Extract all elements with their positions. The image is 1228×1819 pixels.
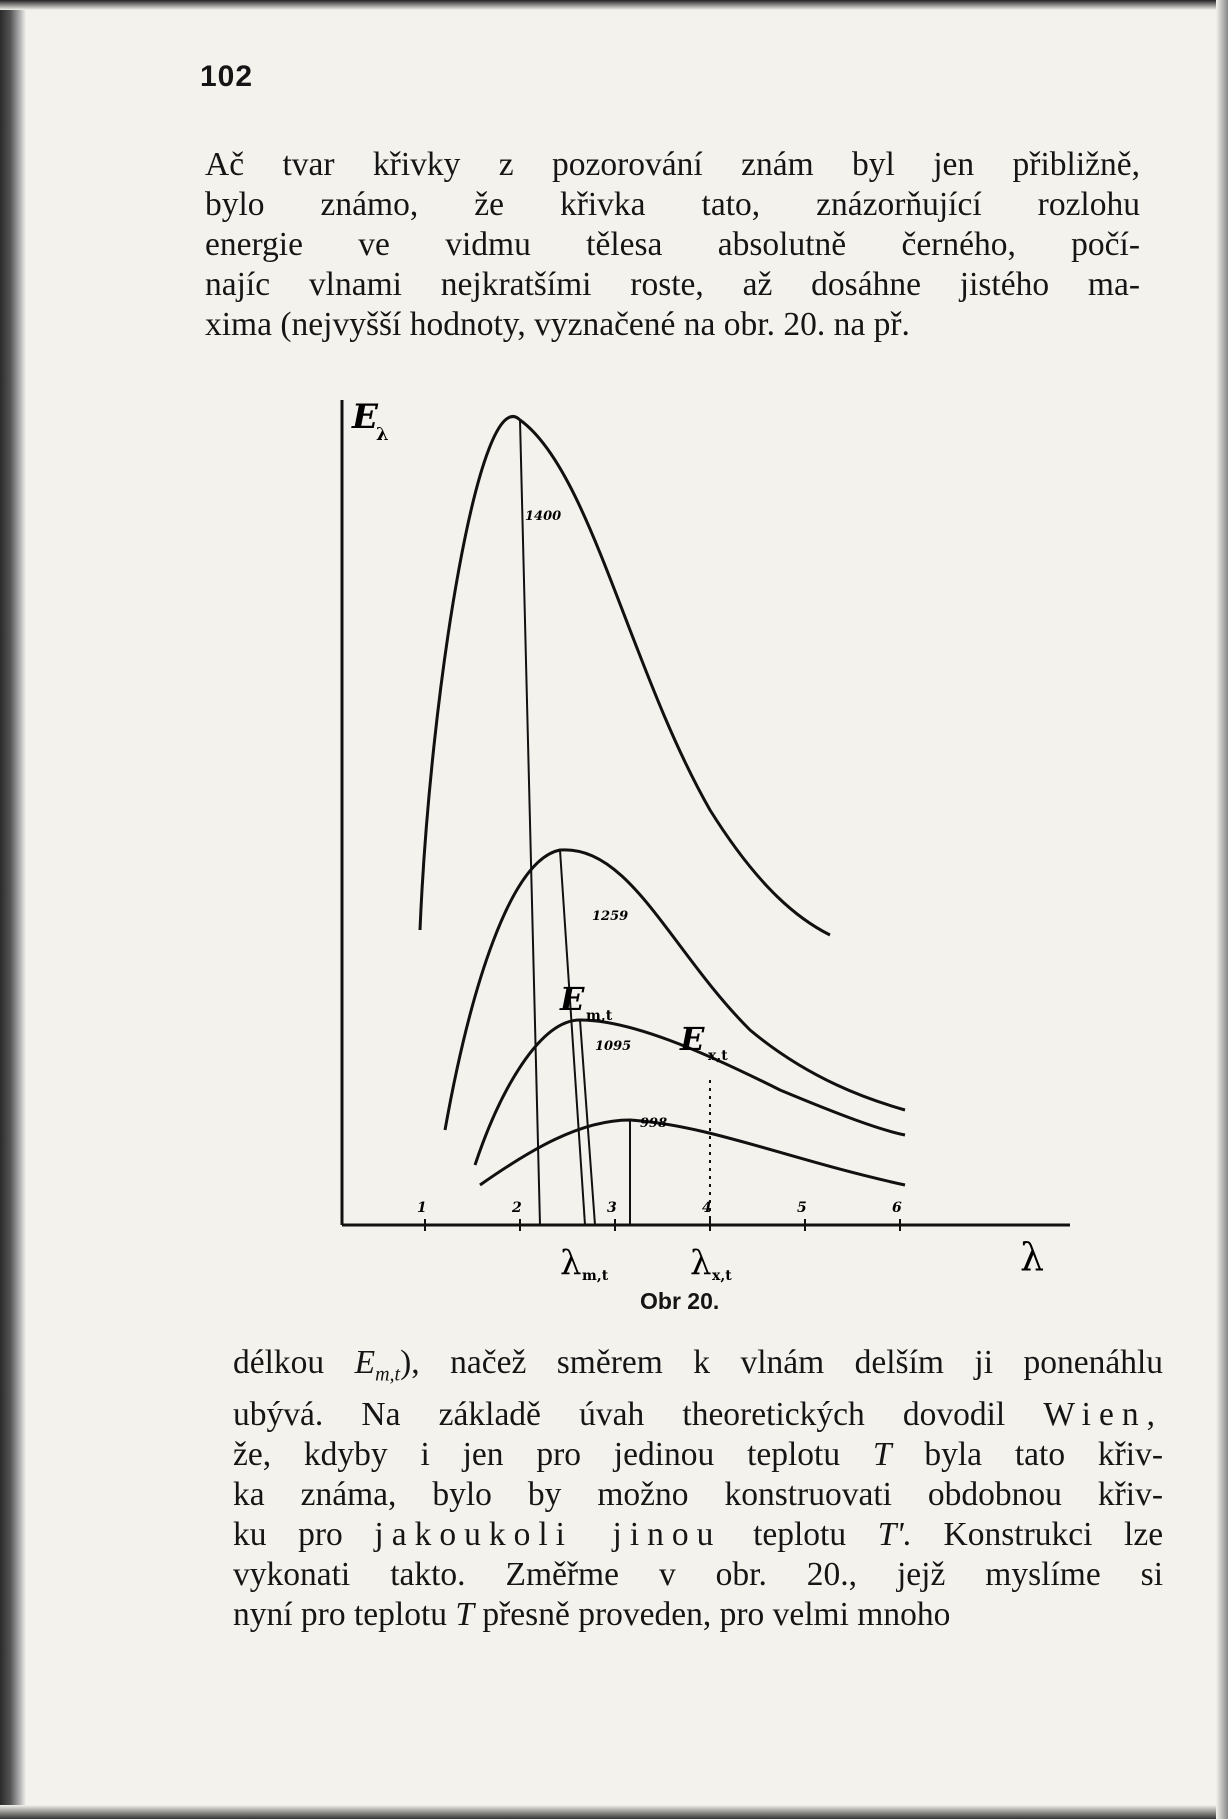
x-axis-label: λ — [1020, 1235, 1045, 1279]
point-label-ex: E — [680, 1020, 705, 1058]
lambda-x-label: λ — [690, 1243, 712, 1283]
text-fragment: ubývá. Na základě úvah theoretických dovodil — [233, 1395, 1006, 1433]
point-label-em-sub: m,t — [586, 1008, 613, 1024]
y-axis-label: E — [352, 397, 378, 437]
x-tick-label: 5 — [797, 1200, 807, 1216]
paragraph-bottom-line-6: vykonati takto. Změřme v obr. 20., jejž myslíme si — [233, 1555, 1163, 1593]
series-label: 1259 — [592, 909, 629, 924]
page-right-edge — [1216, 0, 1228, 1819]
text-fragment: že, kdyby i jen pro jedinou teplotu — [233, 1435, 841, 1473]
series-label: 1400 — [525, 509, 562, 524]
symbol-t-prime: T'. — [877, 1515, 912, 1553]
figure-caption: Obr 20. — [640, 1288, 720, 1314]
chart-svg — [330, 390, 1090, 1290]
x-tick-label: 4 — [702, 1200, 712, 1216]
x-tick-label: 1 — [417, 1200, 427, 1216]
symbol-t: T — [455, 1595, 475, 1633]
paragraph-bottom-line-1 — [233, 1343, 1163, 1395]
y-axis-subscript: λ — [376, 424, 389, 445]
text-fragment: byla tato křiv- — [924, 1435, 1164, 1473]
paragraph-bottom-line-3 — [233, 1435, 1163, 1475]
max-vertical — [520, 420, 540, 1225]
page-top-edge — [0, 0, 1228, 10]
paragraph-top-line: bylo známo, že křivka tato, znázorňující rozlohu — [205, 186, 1140, 223]
figure-planck-curves — [330, 390, 1090, 1294]
symbol-subscript: m,t — [375, 1363, 401, 1386]
symbol-t: T — [872, 1435, 892, 1473]
x-tick-label: 2 — [512, 1200, 522, 1216]
lambda-x-sub: x,t — [712, 1268, 732, 1284]
paragraph-top-line: Ač tvar křivky z pozorování znám byl jen přibližně, — [205, 146, 1140, 183]
point-label-em: E — [560, 980, 585, 1018]
paragraph-bottom — [233, 1343, 1163, 1635]
text-fragment: teplotu — [753, 1515, 847, 1553]
paragraph-top-line: xima (nejvyšší hodnoty, vyznačené na obr. 20. na př. — [205, 306, 910, 343]
spaced-emphasis: jakoukoli jinou — [374, 1515, 722, 1553]
symbol-e: E — [354, 1344, 376, 1381]
page-number: 102 — [200, 60, 254, 93]
text-fragment: ), načež směrem k vlnám delším ji ponenáhlu — [400, 1344, 1163, 1381]
curve-1400 — [420, 416, 830, 935]
x-tick-label: 6 — [892, 1200, 902, 1216]
x-tick-label: 3 — [607, 1200, 617, 1216]
page-bottom-edge — [0, 1805, 1228, 1819]
text-fragment: Konstrukci lze — [943, 1515, 1164, 1553]
paragraph-top-line: energie ve vidmu tělesa absolutně černého, počí- — [205, 226, 1140, 263]
paragraph-top-line: najíc vlnami nejkratšími roste, až dosáhne jistého ma- — [205, 266, 1140, 303]
point-label-ex-sub: x,t — [708, 1048, 728, 1064]
curve-1259 — [445, 850, 905, 1130]
text-fragment: nyní pro teplotu — [233, 1595, 448, 1633]
paragraph-bottom-line-4: ka známa, bylo by možno konstruovati obdobnou křiv- — [233, 1475, 1163, 1513]
page-binding-edge — [0, 0, 26, 1819]
paragraph-top — [205, 145, 1140, 345]
curves — [420, 416, 905, 1225]
text-fragment: ku pro — [233, 1515, 343, 1553]
paragraph-bottom-line-2 — [233, 1395, 1163, 1435]
curve-998 — [480, 1120, 905, 1185]
lambda-m-sub: m,t — [582, 1268, 609, 1284]
text-fragment: přesně proveden, pro velmi mnoho — [482, 1595, 951, 1633]
paragraph-bottom-line-7 — [233, 1595, 1163, 1635]
series-label: 998 — [640, 1116, 668, 1131]
lambda-m-label: λ — [560, 1243, 582, 1283]
series-labels — [525, 509, 667, 1131]
paragraph-bottom-line-5 — [233, 1515, 1163, 1555]
spaced-name: Wien, — [1043, 1395, 1163, 1433]
series-label: 1095 — [595, 1039, 632, 1054]
text-fragment: délkou — [233, 1344, 325, 1381]
